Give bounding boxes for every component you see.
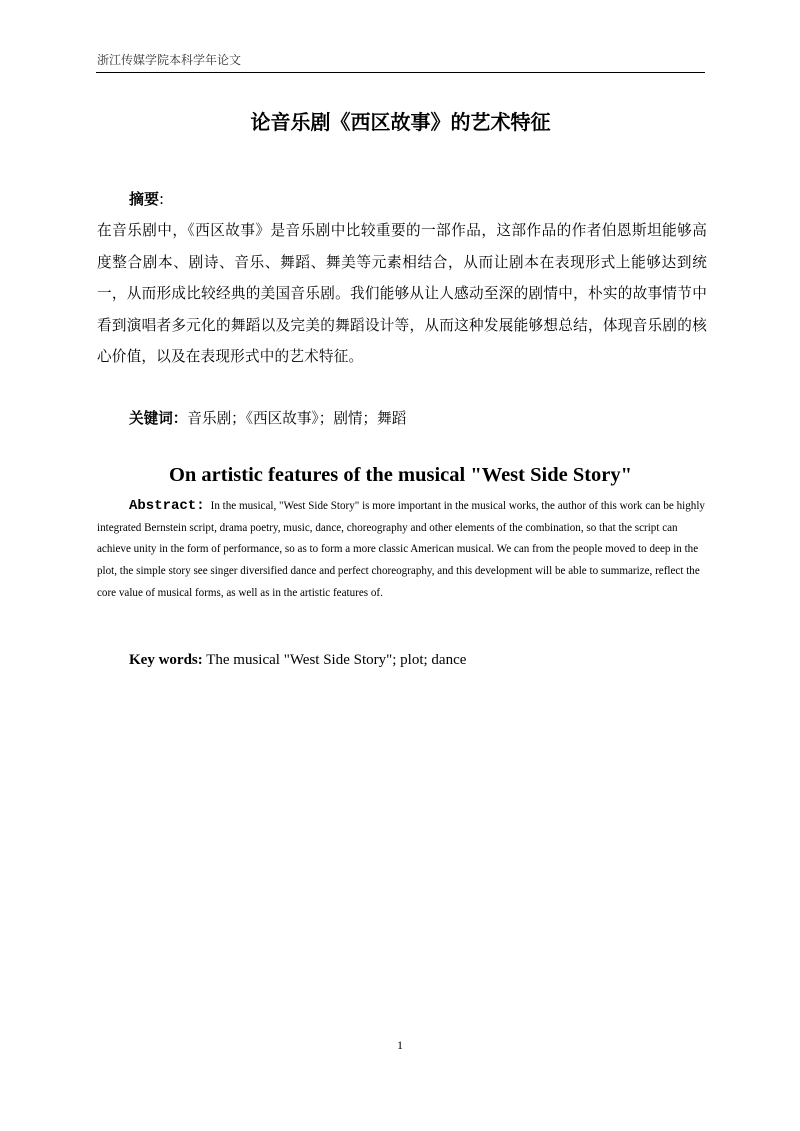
running-header: 浙江传媒学院本科学年论文: [97, 53, 242, 67]
chinese-abstract-colon: :: [159, 190, 165, 208]
english-abstract: [97, 496, 706, 605]
chinese-abstract-heading: [129, 188, 164, 209]
chinese-title: 论音乐剧《西区故事》的艺术特征: [250, 110, 551, 134]
english-abstract-label: Abstract:: [129, 498, 205, 514]
chinese-abstract-label: 摘要: [129, 190, 160, 208]
page-number: 1: [397, 1038, 403, 1052]
chinese-keywords-label: 关键词：: [129, 410, 188, 427]
chinese-keywords: [129, 407, 406, 428]
english-keywords: [129, 652, 466, 669]
header-rule: [96, 72, 705, 73]
english-title: On artistic features of the musical "West Side Story": [168, 464, 633, 486]
chinese-abstract-body: 在音乐剧中，《西区故事》是音乐剧中比较重要的一部作品，这部作品的作者伯恩斯坦能够高度整合剧本、剧诗、音乐、舞蹈、舞美等元素相结合，从而让剧本在表现形式上能够达到统一，从而形成比较经典的美国音乐剧。我们能够从让人感动至深的剧情中，朴实的故事情节中看到演唱者多元化的舞蹈以及完美的舞蹈设计等，从而这种发展能够想总结，体现音乐剧的核心价值，以及在表现形式中的艺术特征。: [97, 222, 707, 365]
english-keywords-label: Key words:: [129, 652, 203, 668]
english-abstract-body: In the musical, "West Side Story" is more important in the musical works, the author of this work can be highly integrated Bernstein script, drama poetry, music, dance, choreography and other elements of the combination, so that the script can achieve unity in the form of performance, so as to form a more classic American musical. We can from the people moved to deep in the plot, the simple story see singer diversified dance and perfect choreography, and this development will be able to summarize, reflect the core value of musical forms, as well as in the artistic features of.: [97, 500, 705, 599]
english-keywords-text: The musical "West Side Story"; plot; dance: [206, 652, 467, 668]
chinese-keywords-text: 音乐剧；《西区故事》；剧情；舞蹈: [187, 410, 407, 427]
